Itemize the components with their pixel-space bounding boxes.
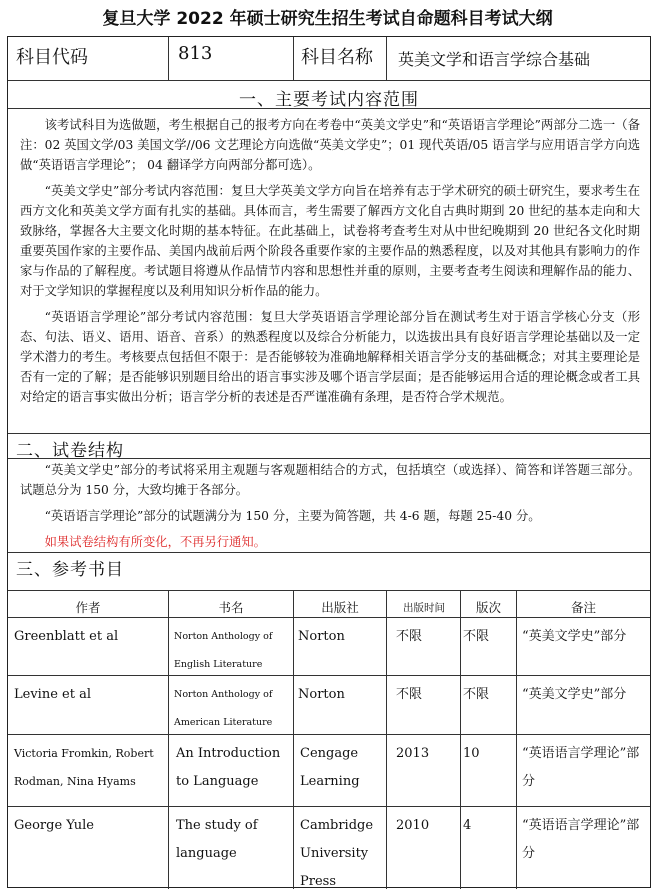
- row2-date: 不限: [396, 687, 423, 702]
- section1-body: [20, 115, 640, 413]
- section3-heading: 三、参考书目: [16, 560, 124, 580]
- code-label: 科目代码: [16, 47, 88, 68]
- col-author: 作者: [75, 600, 101, 615]
- row4-publisher: Cambridge University Press: [300, 818, 374, 889]
- row4-edition: 4: [463, 818, 472, 833]
- row1-author: Greenblatt et al: [14, 629, 119, 644]
- row1-book: Norton Anthology of English Literature: [174, 631, 273, 670]
- row2-publisher: Norton: [298, 687, 345, 702]
- section1-heading: 一、主要考试内容范围: [239, 90, 419, 110]
- syllabus-table: [7, 36, 651, 888]
- name-value: 英美文学和语言学综合基础: [398, 50, 591, 69]
- row1-date: 不限: [396, 629, 423, 644]
- name-label: 科目名称: [301, 47, 373, 68]
- col-note: 备注: [570, 600, 596, 615]
- section2-paragraph: “英美文学史”部分的考试将采用主观题与客观题相结合的方式，包括填空（或选择）、简答和详答题三部分。试题总分为 150 分，大致均摊于各部分。: [20, 463, 640, 497]
- row1-note: “英美文学史”部分: [522, 629, 627, 644]
- section2-paragraph: “英语语言学理论”部分的试题满分为 150 分，主要为简答题，共 4-6 题，每题 25-40 分。: [44, 509, 541, 523]
- notice-text: 如果试卷结构有所变化，不再另行通知。: [44, 535, 266, 549]
- section1-paragraph: “英语语言学理论”部分考试内容范围：复旦大学英语语言学理论部分旨在测试考生对于语言学核心分支（形态、句法、语义、语用、语音、音系）的熟悉程度以及综合分析能力，以选拔出具有良好语言学理论基础以及一定学术潜力的考生。考核要点包括但不限于：是否能够较为准确地解释相关语言学分支的基础概念；对其主要理论是否有一定的了解；是否能够识别题目给出的语言事实涉及哪个语言学层面；是否能够运用合适的理论概念或者工具对给定的语言事实做出分析；语言学分析的表述是否严谨准确有条理，是否符合学术规范。: [20, 310, 640, 404]
- row2-note: “英美文学史”部分: [522, 687, 627, 702]
- row3-publisher: Cengage Learning: [300, 746, 360, 789]
- section1-paragraph: “英美文学史”部分考试内容范围：复旦大学英美文学方向旨在培养有志于学术研究的硕士研究生，要求考生在西方文化和英美文学方面有扎实的基础。具体而言，考生需要了解西方文化自古典时期到 20 世纪的基本走向和大致脉络，掌握各大主要文化时期的基本特征。在此基础上，试卷将考查考生对从中世纪晚期到 20 世纪各文化时期重要英国作家的主要作品、美国内战前后两个阶段各重要作家的主要作品的熟悉程度，以及对其他具有影响力的作家与作品的了解程度。考试题目将遵从作品情节内容和思想性并重的原则，主要考查考生阅读和理解作品的能力、对于文学知识的掌握程度以及利用知识分析作品的能力。: [20, 184, 640, 298]
- row2-author: Levine et al: [14, 687, 91, 702]
- row3-book: An Introduction to Language: [176, 746, 281, 789]
- row1-publisher: Norton: [298, 629, 345, 644]
- row2-edition: 不限: [463, 687, 490, 702]
- col-date: 出版时间: [403, 602, 445, 614]
- row4-date: 2010: [396, 818, 430, 833]
- section1-paragraph: 该考试科目为选做题，考生根据自己的报考方向在考卷中“英美文学史”和“英语语言学理论”两部分二选一（备注：02 英国文学/03 美国文学//06 文艺理论方向选做“英美文学史”；01 现代英语/05 语言学与应用语言学方向选做“英语语言学理论”； 04 翻译学方向两部分都可选）。: [20, 118, 640, 172]
- col-book: 书名: [218, 600, 244, 615]
- code-value: 813: [178, 43, 213, 64]
- row2-book: Norton Anthology of American Literature: [174, 689, 273, 728]
- col-edition: 版次: [475, 600, 501, 615]
- row1-edition: 不限: [463, 629, 490, 644]
- row4-note: “英语语言学理论”部分: [522, 818, 640, 861]
- row4-book: The study of language: [176, 818, 258, 861]
- row3-edition: 10: [463, 746, 480, 761]
- section2-heading: 二、试卷结构: [16, 441, 124, 461]
- row3-note: “英语语言学理论”部分: [522, 746, 640, 789]
- row3-date: 2013: [396, 746, 430, 761]
- page-title: 复旦大学 2022 年硕士研究生招生考试自命题科目考试大纲: [102, 9, 553, 29]
- row4-author: George Yule: [14, 818, 94, 833]
- row3-author: Victoria Fromkin, Robert Rodman, Nina Hyams: [14, 747, 154, 788]
- col-publisher: 出版社: [321, 600, 359, 615]
- section2-body: [20, 460, 640, 558]
